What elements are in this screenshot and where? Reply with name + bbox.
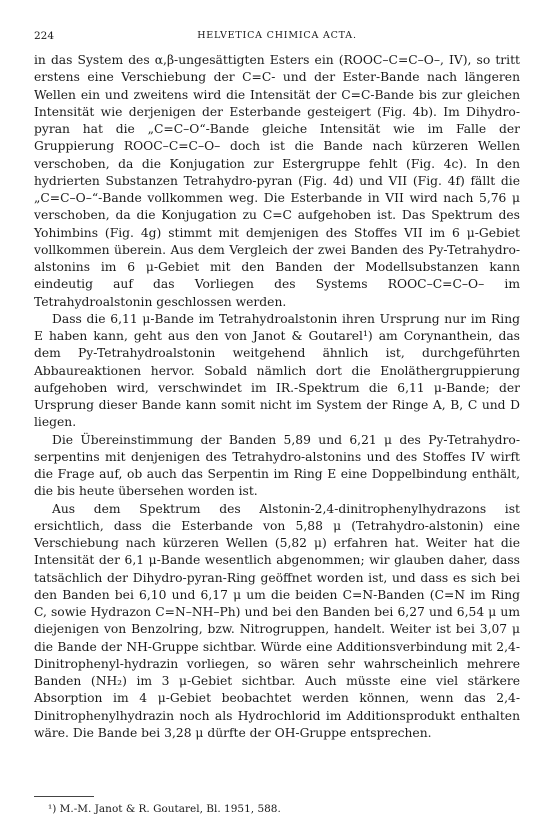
footnote-divider [34, 796, 94, 797]
paragraph: Die Übereinstimmung der Banden 5,89 und 6,21 μ des Py-Tetrahydro-serpentins mit denjenigen des Tetrahydro-alstonins und des Stoffes IV wirft die Frage auf, ob auch das Serpentin im Ring E eine Doppelbindung enthält, die bis heute übersehen worden ist. [34, 432, 520, 499]
body-text [34, 52, 520, 742]
paragraph: Dass die 6,11 μ-Bande im Tetrahydroalstonin ihren Ursprung nur im Ring E haben kann, geht aus den von Janot & Goutarel¹) am Corynanthein, das dem Py-Tetrahydroalstonin weitgehend ähnlich ist, durchgeführten Abbaureaktionen hervor. Sobald nämlich dort die Enoläthergruppierung aufgehoben wird, verschwindet im IR.-Spektrum die 6,11 μ-Bande; der Ursprung dieser Bande kann somit nicht im System der Ringe A, B, C und D liegen. [34, 311, 520, 430]
paragraph: in das System des α,β-ungesättigten Esters ein (ROOC–C=C–O–, IV), so tritt erstens eine Verschiebung der C=C- und der Ester-Bande nach längeren Wellen ein und zweitens wird die Intensität der C=C-Bande bis zur gleichen Intensität wie derjenigen der Esterbande gesteigert (Fig. 4b). Im Dihydro-pyran hat die „C=C–O“-Bande gleiche Intensität wie im Falle der Gruppierung ROOC–C=C–O– doch ist die Bande nach kürzeren Wellen verschoben, da die Konjugation zur Estergruppe fehlt (Fig. 4c). In den hydrierten Substanzen Tetrahydro-pyran (Fig. 4d) und VII (Fig. 4f) fällt die „C=C–O–“-Bande vollkommen weg. Die Esterbande in VII wird nach 5,76 μ verschoben, da die Konjugation zu C=C aufgehoben ist. Das Spektrum des Yohimbins (Fig. 4g) stimmt mit demjenigen des Stoffes VII im 6 μ-Gebiet vollkommen überein. Aus dem Vergleich der zwei Banden des Py-Tetrahydro-alstonins im 6 μ-Gebiet mit den Banden der Modellsubstanzen kann eindeutig auf das Vorliegen des Systems ROOC–C=C–O– im Tetrahydroalstonin geschlossen werden. [34, 53, 520, 309]
page-number: 224 [34, 30, 55, 42]
running-header [34, 30, 520, 44]
footnote: ¹) M.-M. Janot & R. Goutarel, Bl. 1951, 588. [48, 803, 281, 815]
paragraph: Aus dem Spektrum des Alstonin-2,4-dinitrophenylhydrazons ist ersichtlich, dass die Esterbande von 5,88 μ (Tetrahydro-alstonin) eine Verschiebung nach kürzeren Wellen (5,82 μ) erfahren hat. Weiter hat die Intensität der 6,1 μ-Bande wesentlich abgenommen; wir glauben daher, dass tatsächlich der Dihydro-pyran-Ring geöffnet worden ist, und dass es sich bei den Banden bei 6,10 und 6,17 μ um die beiden C=N-Banden (C=N im Ring C, sowie Hydrazon C=N–NH–Ph) und bei den Banden bei 6,27 und 6,54 μ um diejenigen von Benzolring, bzw. Nitrogruppen, handelt. Weiter ist bei 3,07 μ die Bande der NH-Gruppe sichtbar. Würde eine Additionsverbindung mit 2,4-Dinitrophenyl-hydrazin vorliegen, so wären sehr wahrscheinlich mehrere Banden (NH₂) im 3 μ-Gebiet sichtbar. Auch müsste eine viel stärkere Absorption im 4 μ-Gebiet beobachtet werden können, wenn das 2,4-Dinitrophenylhydrazin noch als Hydrochlorid im Additionsprodukt enthalten wäre. Die Bande bei 3,28 μ dürfte der OH-Gruppe entsprechen. [34, 501, 520, 740]
journal-title: HELVETICA CHIMICA ACTA. [197, 30, 357, 41]
